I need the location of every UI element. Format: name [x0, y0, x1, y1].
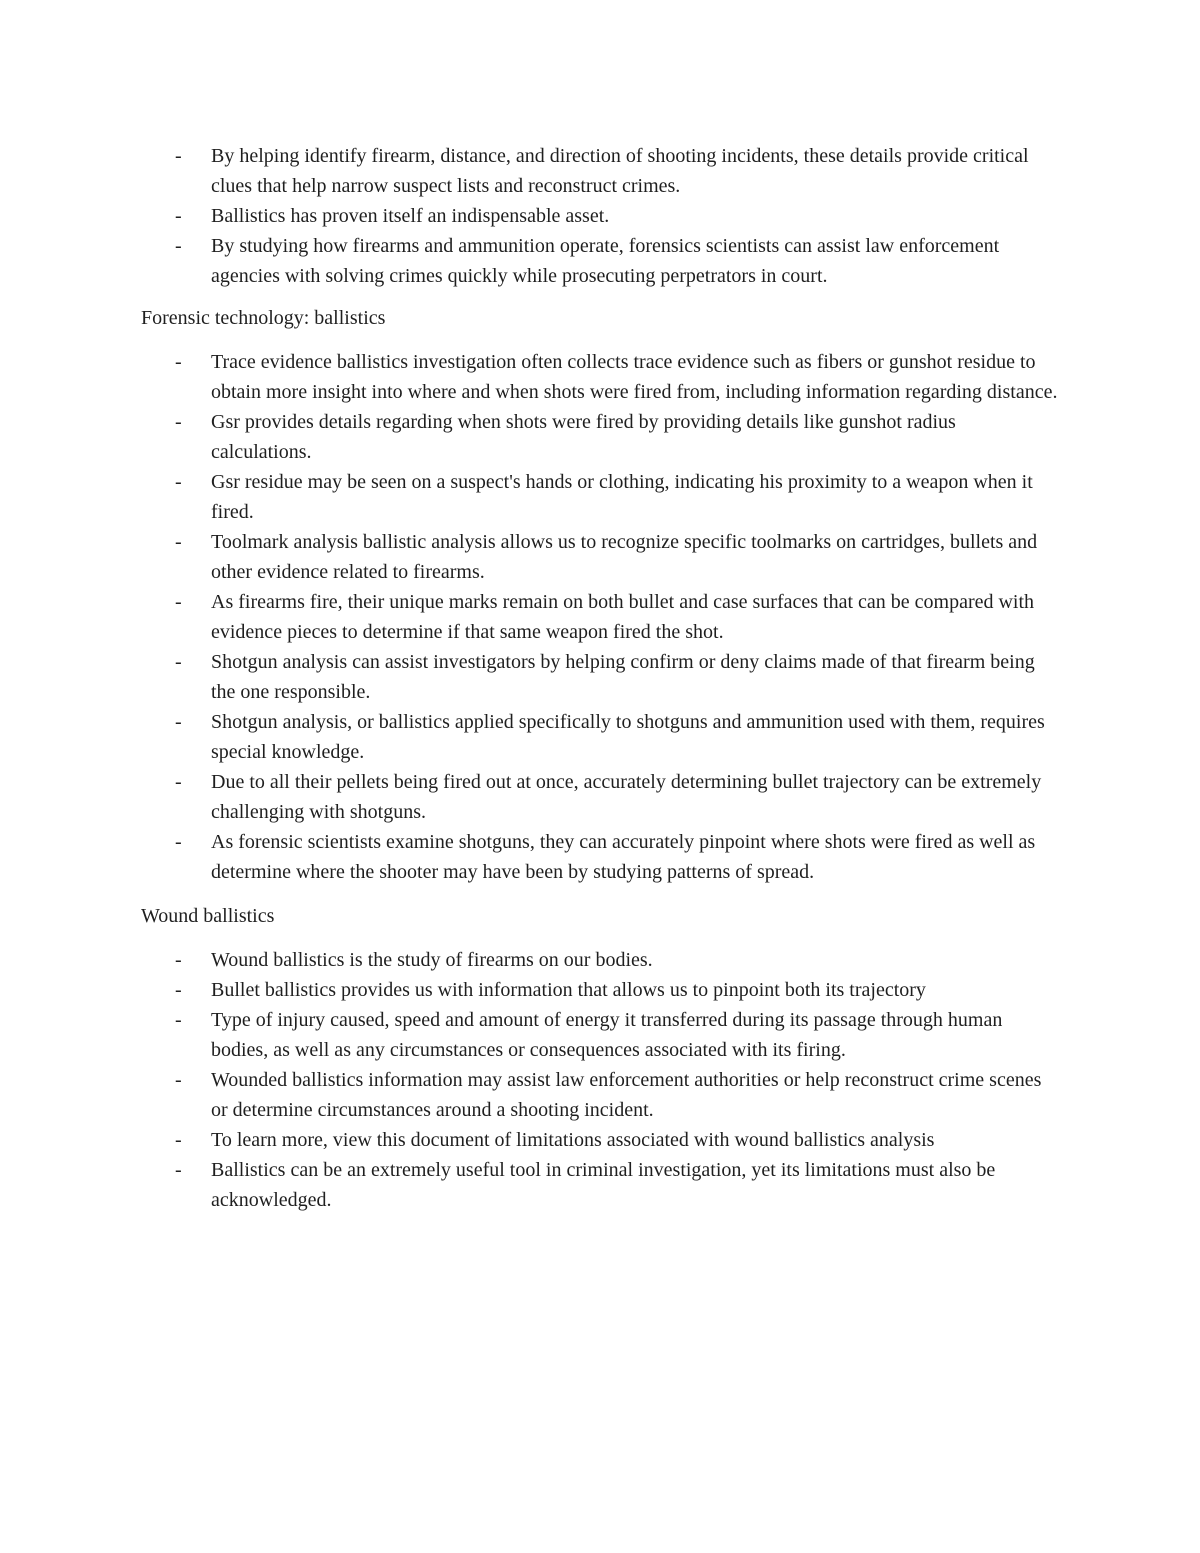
- list-item: [141, 347, 1061, 407]
- list-item-text: Gsr provides details regarding when shots were fired by providing details like gunshot radius calculations.: [211, 411, 956, 463]
- list-item: [141, 975, 1061, 1005]
- list-item-text: Bullet ballistics provides us with information that allows us to pinpoint both its trajectory: [211, 979, 926, 1001]
- list-item-text: Wounded ballistics information may assist law enforcement authorities or help reconstruct crime scenes or determine circumstances around a shooting incident.: [211, 1069, 1042, 1121]
- list-item: [141, 1005, 1061, 1065]
- dash-bullet: -: [175, 711, 182, 733]
- dash-bullet: -: [175, 1009, 182, 1031]
- dash-bullet: -: [175, 1159, 182, 1181]
- list-item: [141, 707, 1061, 767]
- dash-bullet: -: [175, 979, 182, 1001]
- list-item: [141, 201, 1061, 231]
- section-heading: Forensic technology: ballistics: [141, 307, 386, 329]
- wound-ballistics-section: [141, 901, 1061, 1215]
- list-item: [141, 1155, 1061, 1215]
- dash-bullet: -: [175, 411, 182, 433]
- list-item: [141, 1065, 1061, 1125]
- document-body: [141, 141, 1061, 1229]
- list-item-text: By helping identify firearm, distance, and direction of shooting incidents, these details provide critical clues that help narrow suspect lists and reconstruct crimes.: [211, 145, 1029, 197]
- list-item: [141, 141, 1061, 201]
- list-item: [141, 945, 1061, 975]
- list-item: [141, 767, 1061, 827]
- list-item-text: Ballistics has proven itself an indispensable asset.: [211, 205, 610, 227]
- dash-bullet: -: [175, 651, 182, 673]
- list-item: [141, 827, 1061, 887]
- section-heading: Wound ballistics: [141, 905, 275, 927]
- dash-bullet: -: [175, 949, 182, 971]
- dash-bullet: -: [175, 771, 182, 793]
- list-item-text: Shotgun analysis, or ballistics applied specifically to shotguns and ammunition used with them, requires special knowledge.: [211, 711, 1045, 763]
- dash-bullet: -: [175, 1129, 182, 1151]
- forensic-technology-list: [141, 347, 1061, 887]
- list-item: [141, 1125, 1061, 1155]
- dash-bullet: -: [175, 531, 182, 553]
- dash-bullet: -: [175, 145, 182, 167]
- dash-bullet: -: [175, 235, 182, 257]
- list-item-text: To learn more, view this document of limitations associated with wound ballistics analysis: [211, 1129, 935, 1151]
- dash-bullet: -: [175, 591, 182, 613]
- dash-bullet: -: [175, 1069, 182, 1091]
- forensic-technology-section: [141, 303, 1061, 887]
- list-item-text: As firearms fire, their unique marks remain on both bullet and case surfaces that can be compared with evidence pieces to determine if that same weapon fired the shot.: [211, 591, 1035, 643]
- list-item-text: Due to all their pellets being fired out at once, accurately determining bullet trajectory can be extremely challenging with shotguns.: [211, 771, 1042, 823]
- list-item: [141, 467, 1061, 527]
- list-item-text: Gsr residue may be seen on a suspect's hands or clothing, indicating his proximity to a weapon when it fired.: [211, 471, 1033, 523]
- dash-bullet: -: [175, 205, 182, 227]
- dash-bullet: -: [175, 471, 182, 493]
- list-item: [141, 527, 1061, 587]
- list-item-text: By studying how firearms and ammunition operate, forensics scientists can assist law enforcement agencies with solving crimes quickly while prosecuting perpetrators in court.: [211, 235, 1000, 287]
- list-item-text: Shotgun analysis can assist investigators by helping confirm or deny claims made of that firearm being the one responsible.: [211, 651, 1035, 703]
- list-item-text: As forensic scientists examine shotguns, they can accurately pinpoint where shots were fired as well as determine where the shooter may have been by studying patterns of spread.: [211, 831, 1036, 883]
- intro-section: [141, 141, 1061, 291]
- dash-bullet: -: [175, 351, 182, 373]
- dash-bullet: -: [175, 831, 182, 853]
- list-item-text: Trace evidence ballistics investigation often collects trace evidence such as fibers or gunshot residue to obtain more insight into where and when shots were fired from, including information regarding distance.: [211, 351, 1058, 403]
- list-item-text: Ballistics can be an extremely useful tool in criminal investigation, yet its limitations must also be acknowledged.: [211, 1159, 996, 1211]
- list-item-text: Type of injury caused, speed and amount of energy it transferred during its passage through human bodies, as well as any circumstances or consequences associated with its firing.: [211, 1009, 1003, 1061]
- list-item: [141, 231, 1061, 291]
- wound-ballistics-list: [141, 945, 1061, 1215]
- intro-list: [141, 141, 1061, 291]
- list-item: [141, 647, 1061, 707]
- list-item: [141, 587, 1061, 647]
- list-item-text: Wound ballistics is the study of firearms on our bodies.: [211, 949, 653, 971]
- list-item-text: Toolmark analysis ballistic analysis allows us to recognize specific toolmarks on cartridges, bullets and other evidence related to firearms.: [211, 531, 1038, 583]
- list-item: [141, 407, 1061, 467]
